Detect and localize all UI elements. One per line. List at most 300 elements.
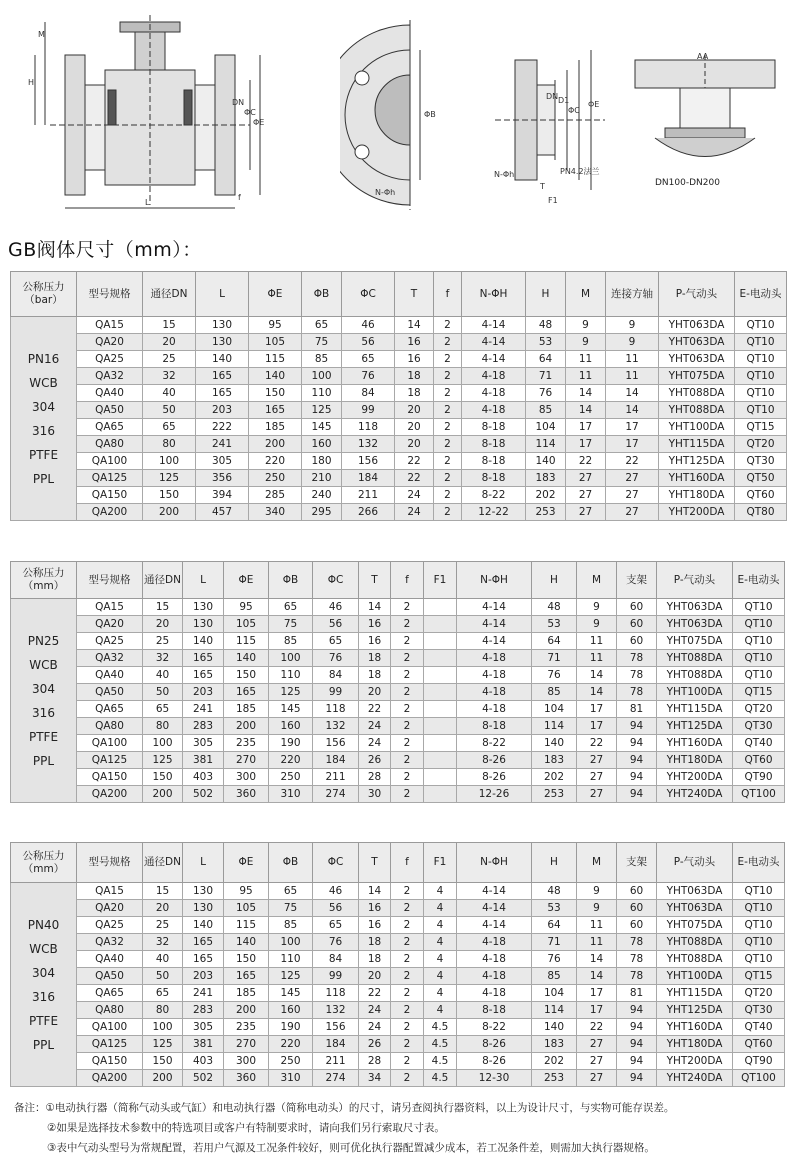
table-row — [11, 917, 785, 934]
table-cell: 4-18 — [457, 968, 532, 985]
header-cell: f — [391, 562, 424, 599]
table-cell: 211 — [313, 769, 359, 786]
table-cell: 75 — [269, 616, 313, 633]
table-cell: QT30 — [733, 1002, 785, 1019]
table-cell: 28 — [359, 1053, 391, 1070]
table-cell: 78 — [617, 951, 657, 968]
table-cell: 2 — [391, 667, 424, 684]
table-cell: YHT160DA — [657, 735, 733, 752]
table-row — [11, 735, 785, 752]
group-label: PN25 — [27, 633, 60, 648]
table-cell: 94 — [617, 718, 657, 735]
table-cell: QT10 — [735, 385, 787, 402]
table-cell: 22 — [359, 701, 391, 718]
table-cell: 64 — [526, 351, 566, 368]
table-cell: QA20 — [77, 616, 143, 633]
table-cell: 4-14 — [457, 599, 532, 616]
table-cell: 85 — [269, 633, 313, 650]
table-cell: 94 — [617, 1019, 657, 1036]
table-cell: 60 — [617, 599, 657, 616]
header-cell: T — [359, 843, 391, 883]
d3-label-phic: ΦC — [568, 106, 580, 115]
table-cell: 95 — [224, 599, 269, 616]
header-cell: T — [359, 562, 391, 599]
table-cell: QT10 — [735, 317, 787, 334]
d1-label-l: L — [145, 198, 150, 207]
table-cell: QA150 — [77, 769, 143, 786]
table-cell: 46 — [342, 317, 395, 334]
table-cell: 125 — [269, 968, 313, 985]
table-cell: 250 — [249, 470, 302, 487]
table-cell: 17 — [566, 436, 606, 453]
table-cell: 32 — [143, 650, 183, 667]
d1-label-f: f — [238, 193, 241, 202]
table-cell: 4 — [424, 934, 457, 951]
table-cell: 94 — [617, 1002, 657, 1019]
header-cell: ΦC — [313, 562, 359, 599]
table-cell: 2 — [391, 934, 424, 951]
table-cell: 20 — [359, 684, 391, 701]
note-line: 备注：①电动执行器（简称气动头或气缸）和电动执行器（简称电动头）的尺寸，请另查阅执行器资料，以上为设计尺寸，与实物可能存误差。 — [14, 1102, 675, 1114]
table-cell: 4-14 — [457, 633, 532, 650]
table-cell: 50 — [143, 402, 196, 419]
table-cell: 4 — [424, 1002, 457, 1019]
table-cell: 71 — [526, 368, 566, 385]
table-cell: 65 — [269, 599, 313, 616]
table-cell: 71 — [532, 934, 577, 951]
table-cell: 40 — [143, 951, 183, 968]
table-cell: 403 — [183, 1053, 224, 1070]
table-cell: 105 — [249, 334, 302, 351]
table-cell: 156 — [313, 1019, 359, 1036]
header-cell: f — [391, 843, 424, 883]
table-cell: 85 — [532, 968, 577, 985]
table-row — [11, 1070, 785, 1087]
gb-valve-table-pn25 — [10, 561, 785, 803]
section-title: GB阀体尺寸（mm）： — [8, 239, 202, 261]
table-cell: 235 — [224, 735, 269, 752]
table-cell: QT100 — [733, 1070, 785, 1087]
table-cell: 76 — [313, 650, 359, 667]
table-cell: 11 — [577, 934, 617, 951]
table-cell: 22 — [395, 453, 434, 470]
table-cell: QA125 — [77, 470, 143, 487]
table-cell: 99 — [313, 968, 359, 985]
table-cell — [424, 718, 457, 735]
table-cell — [424, 735, 457, 752]
gb-valve-table-pn40 — [10, 842, 785, 1087]
table-cell: QA25 — [77, 351, 143, 368]
table-cell: 8-18 — [462, 453, 526, 470]
table-cell: 235 — [224, 1019, 269, 1036]
table-cell: 165 — [224, 684, 269, 701]
table-cell: YHT115DA — [659, 436, 735, 453]
table-cell: 81 — [617, 985, 657, 1002]
table-cell: YHT075DA — [657, 633, 733, 650]
table-cell: 99 — [342, 402, 395, 419]
header-cell: H — [526, 272, 566, 317]
header-cell: 通径DN — [143, 562, 183, 599]
table-cell: 94 — [617, 1053, 657, 1070]
table-cell: 76 — [532, 667, 577, 684]
table-row — [11, 453, 787, 470]
table-cell: 14 — [606, 385, 659, 402]
table-cell: 150 — [224, 667, 269, 684]
table-cell: YHT200DA — [657, 1053, 733, 1070]
table-cell: 110 — [269, 951, 313, 968]
table-cell: 2 — [434, 470, 462, 487]
table-cell: 18 — [395, 385, 434, 402]
d2-label-phib: ΦB — [424, 110, 436, 119]
header-cell: 型号规格 — [77, 843, 143, 883]
table-cell: 9 — [566, 317, 606, 334]
table-cell: QT20 — [733, 701, 785, 718]
table-cell: 20 — [143, 900, 183, 917]
table-cell: 150 — [143, 1053, 183, 1070]
table-cell: 65 — [143, 701, 183, 718]
group-label: 304 — [32, 399, 55, 414]
table-row — [11, 1019, 785, 1036]
table-row — [11, 786, 785, 803]
table-cell: 203 — [196, 402, 249, 419]
table-cell: 80 — [143, 718, 183, 735]
table-cell: YHT063DA — [657, 883, 733, 900]
table-cell: 266 — [342, 504, 395, 521]
table-cell — [424, 752, 457, 769]
table-cell: QT30 — [733, 718, 785, 735]
table-cell: 14 — [395, 317, 434, 334]
table-cell: 27 — [577, 1036, 617, 1053]
table-cell — [424, 786, 457, 803]
table-cell: 105 — [224, 616, 269, 633]
table-cell: 84 — [342, 385, 395, 402]
table-row — [11, 402, 787, 419]
table-cell: 105 — [224, 900, 269, 917]
table-cell: 145 — [269, 985, 313, 1002]
table-row — [11, 951, 785, 968]
header-cell: ΦE — [224, 562, 269, 599]
table-cell: 27 — [566, 470, 606, 487]
table-cell: QA100 — [77, 453, 143, 470]
table-cell: 11 — [606, 368, 659, 385]
table-cell: 2 — [391, 599, 424, 616]
table-cell: 2 — [391, 769, 424, 786]
table-cell: 56 — [313, 900, 359, 917]
table-cell: 50 — [143, 684, 183, 701]
table-cell: QA65 — [77, 985, 143, 1002]
table-cell: 28 — [359, 769, 391, 786]
group-label: 316 — [32, 705, 55, 720]
table-cell: QT15 — [733, 684, 785, 701]
table-cell: 2 — [391, 951, 424, 968]
table-cell: 118 — [313, 701, 359, 718]
table-cell: QT50 — [735, 470, 787, 487]
header-cell: ΦB — [269, 562, 313, 599]
table-cell: 76 — [532, 951, 577, 968]
table-cell: 18 — [359, 951, 391, 968]
table-cell: 27 — [606, 504, 659, 521]
table-cell: 140 — [224, 934, 269, 951]
table-cell: 65 — [143, 419, 196, 436]
table-cell: 202 — [526, 487, 566, 504]
table-cell: 300 — [224, 769, 269, 786]
table-cell: 132 — [313, 718, 359, 735]
table-cell: 18 — [359, 650, 391, 667]
table-cell: 14 — [577, 684, 617, 701]
table-cell: QT80 — [735, 504, 787, 521]
table-cell: 115 — [249, 351, 302, 368]
table-cell: 80 — [143, 436, 196, 453]
table-cell: 15 — [143, 883, 183, 900]
table-cell: 457 — [196, 504, 249, 521]
table-cell: 2 — [391, 1036, 424, 1053]
table-cell: 20 — [143, 616, 183, 633]
table-cell: 160 — [269, 1002, 313, 1019]
table-cell: QT10 — [733, 951, 785, 968]
table-cell: 356 — [196, 470, 249, 487]
table-cell — [424, 667, 457, 684]
table-cell: 240 — [302, 487, 342, 504]
table-cell: 78 — [617, 650, 657, 667]
table-cell: YHT088DA — [657, 650, 733, 667]
header-cell: 型号规格 — [77, 562, 143, 599]
table-cell: 75 — [302, 334, 342, 351]
table-cell: 81 — [617, 701, 657, 718]
table-cell: 85 — [526, 402, 566, 419]
table-cell: 310 — [269, 786, 313, 803]
table-cell: 84 — [313, 667, 359, 684]
table-cell: 65 — [143, 985, 183, 1002]
table-cell: 241 — [196, 436, 249, 453]
d1-label-phie: ΦE — [253, 118, 265, 127]
table-cell: 165 — [196, 368, 249, 385]
table-cell: 15 — [143, 317, 196, 334]
table-cell: 250 — [269, 1053, 313, 1070]
table-cell: 9 — [606, 317, 659, 334]
table-cell: 30 — [359, 786, 391, 803]
table-row — [11, 334, 787, 351]
table-cell: 24 — [395, 487, 434, 504]
table-cell: QT60 — [733, 1036, 785, 1053]
header-cell: H — [532, 562, 577, 599]
table-cell: 2 — [391, 650, 424, 667]
pressure-material-group-cell — [11, 317, 77, 521]
table-cell: YHT088DA — [657, 667, 733, 684]
d3-label-nphih: N-Φh — [494, 170, 515, 179]
d4-label-aa: AA — [697, 52, 709, 61]
table-cell: 140 — [249, 368, 302, 385]
table-cell: 27 — [606, 487, 659, 504]
header-cell: L — [196, 272, 249, 317]
table-cell: 2 — [391, 684, 424, 701]
table-cell: QT90 — [733, 769, 785, 786]
group-label: 304 — [32, 681, 55, 696]
table-cell: 253 — [532, 1070, 577, 1087]
table-cell: 502 — [183, 1070, 224, 1087]
technical-drawings — [0, 0, 800, 230]
table-cell: 22 — [566, 453, 606, 470]
table-cell: YHT100DA — [657, 684, 733, 701]
pressure-material-group-cell — [11, 599, 77, 803]
table-cell: 40 — [143, 385, 196, 402]
table-cell: 56 — [342, 334, 395, 351]
table-row — [11, 985, 785, 1002]
table-cell: 200 — [143, 504, 196, 521]
table-cell: 130 — [183, 616, 224, 633]
table-cell: 4-18 — [457, 985, 532, 1002]
table-row — [11, 934, 785, 951]
table-cell: 185 — [224, 985, 269, 1002]
d3-label-dn: DN — [546, 92, 559, 101]
table-cell: 53 — [532, 616, 577, 633]
table-cell: 18 — [359, 934, 391, 951]
table-cell: YHT180DA — [657, 1036, 733, 1053]
table-cell: 20 — [359, 968, 391, 985]
table-cell: 4 — [424, 968, 457, 985]
table-cell: QT10 — [735, 351, 787, 368]
table-cell: 118 — [313, 985, 359, 1002]
table-cell: 283 — [183, 1002, 224, 1019]
table-cell: 305 — [196, 453, 249, 470]
header-cell: P-气动头 — [659, 272, 735, 317]
table-row — [11, 419, 787, 436]
table-cell: 114 — [526, 436, 566, 453]
table-cell: 403 — [183, 769, 224, 786]
table-cell: 8-18 — [457, 718, 532, 735]
table-cell: 18 — [359, 667, 391, 684]
table-cell: QA150 — [77, 487, 143, 504]
table-cell: 114 — [532, 718, 577, 735]
table-cell: 140 — [224, 650, 269, 667]
table-cell: 53 — [532, 900, 577, 917]
table-cell: 130 — [196, 317, 249, 334]
table-cell — [424, 599, 457, 616]
table-cell: 40 — [143, 667, 183, 684]
table-cell: 8-18 — [462, 470, 526, 487]
table-cell: 140 — [532, 1019, 577, 1036]
group-label: WCB — [29, 375, 58, 390]
table-cell: YHT075DA — [657, 917, 733, 934]
d2-label-nphih: N-Φh — [375, 188, 396, 197]
table-cell: 100 — [143, 1019, 183, 1036]
table-cell: 8-22 — [457, 1019, 532, 1036]
table-cell: 16 — [395, 351, 434, 368]
table-cell: 211 — [342, 487, 395, 504]
notes — [14, 1098, 674, 1158]
table-cell: QA32 — [77, 650, 143, 667]
table-cell: 183 — [532, 752, 577, 769]
table-cell: 394 — [196, 487, 249, 504]
table-cell: QA50 — [77, 684, 143, 701]
table-cell: 24 — [395, 504, 434, 521]
header-cell: 通径DN — [143, 843, 183, 883]
header-cell: 连接方轴 — [606, 272, 659, 317]
table-cell: 2 — [434, 368, 462, 385]
table-row — [11, 317, 787, 334]
table-cell: QA65 — [77, 419, 143, 436]
table-cell: YHT125DA — [659, 453, 735, 470]
group-label: 316 — [32, 423, 55, 438]
table-cell: 300 — [224, 1053, 269, 1070]
table-cell: QA80 — [77, 1002, 143, 1019]
d1-label-phic: ΦC — [244, 108, 256, 117]
table-cell: 84 — [313, 951, 359, 968]
table-cell: 14 — [577, 951, 617, 968]
table-row — [11, 900, 785, 917]
table-cell: 65 — [313, 917, 359, 934]
table-cell: 27 — [577, 1070, 617, 1087]
table-cell: 2 — [391, 968, 424, 985]
table-cell: 65 — [302, 317, 342, 334]
table-row — [11, 684, 785, 701]
table-cell: 222 — [196, 419, 249, 436]
table-cell: QA100 — [77, 735, 143, 752]
table-cell: 48 — [532, 883, 577, 900]
table-cell: 184 — [342, 470, 395, 487]
header-cell: E-电动头 — [735, 272, 787, 317]
table-cell: 4-14 — [457, 917, 532, 934]
note-line: ③表中气动头型号为常规配置，若用户气源及工况条件较好，则可优化执行器配置减少成本，若工况条件差，则需加大执行器规格。 — [47, 1142, 655, 1154]
table-cell: 16 — [395, 334, 434, 351]
table-cell: 78 — [617, 667, 657, 684]
table-cell: 11 — [566, 351, 606, 368]
header-cell: M — [577, 843, 617, 883]
table-cell: 130 — [196, 334, 249, 351]
d3-label-phie: ΦE — [588, 100, 600, 109]
table-cell: 11 — [577, 650, 617, 667]
d3-label-pn-flange: PN4.2法兰 — [560, 167, 600, 176]
table-cell: 65 — [313, 633, 359, 650]
table-cell: 17 — [606, 419, 659, 436]
table-cell: 183 — [526, 470, 566, 487]
table-cell: YHT180DA — [659, 487, 735, 504]
table-cell: 100 — [302, 368, 342, 385]
table-cell: 4-18 — [462, 402, 526, 419]
table-cell: YHT125DA — [657, 718, 733, 735]
table-cell: QT10 — [733, 900, 785, 917]
table-cell: QT10 — [735, 402, 787, 419]
table-cell: 253 — [526, 504, 566, 521]
table-cell: 24 — [359, 718, 391, 735]
table-cell: 100 — [269, 650, 313, 667]
table-cell: YHT063DA — [659, 351, 735, 368]
table-cell: YHT180DA — [657, 752, 733, 769]
d1-label-dn: DN — [232, 98, 245, 107]
table-cell: 220 — [269, 752, 313, 769]
table-cell: 12-22 — [462, 504, 526, 521]
table-cell: QT20 — [735, 436, 787, 453]
table-cell: 200 — [143, 786, 183, 803]
table-cell: 27 — [577, 1053, 617, 1070]
table-cell: 4 — [424, 985, 457, 1002]
table-cell: 78 — [617, 968, 657, 985]
table-cell: 305 — [183, 1019, 224, 1036]
table-cell: YHT063DA — [659, 317, 735, 334]
table-cell: QA65 — [77, 701, 143, 718]
table-cell: 56 — [313, 616, 359, 633]
table-cell: 185 — [249, 419, 302, 436]
table-cell: 165 — [183, 934, 224, 951]
group-label: PTFE — [28, 447, 59, 462]
table-cell: 17 — [577, 985, 617, 1002]
table-cell: YHT063DA — [659, 334, 735, 351]
table-cell: 22 — [395, 470, 434, 487]
table-cell: 115 — [224, 633, 269, 650]
table-cell: YHT200DA — [657, 769, 733, 786]
table-cell: 16 — [359, 633, 391, 650]
table-cell: YHT160DA — [657, 1019, 733, 1036]
table-cell: QA200 — [77, 786, 143, 803]
